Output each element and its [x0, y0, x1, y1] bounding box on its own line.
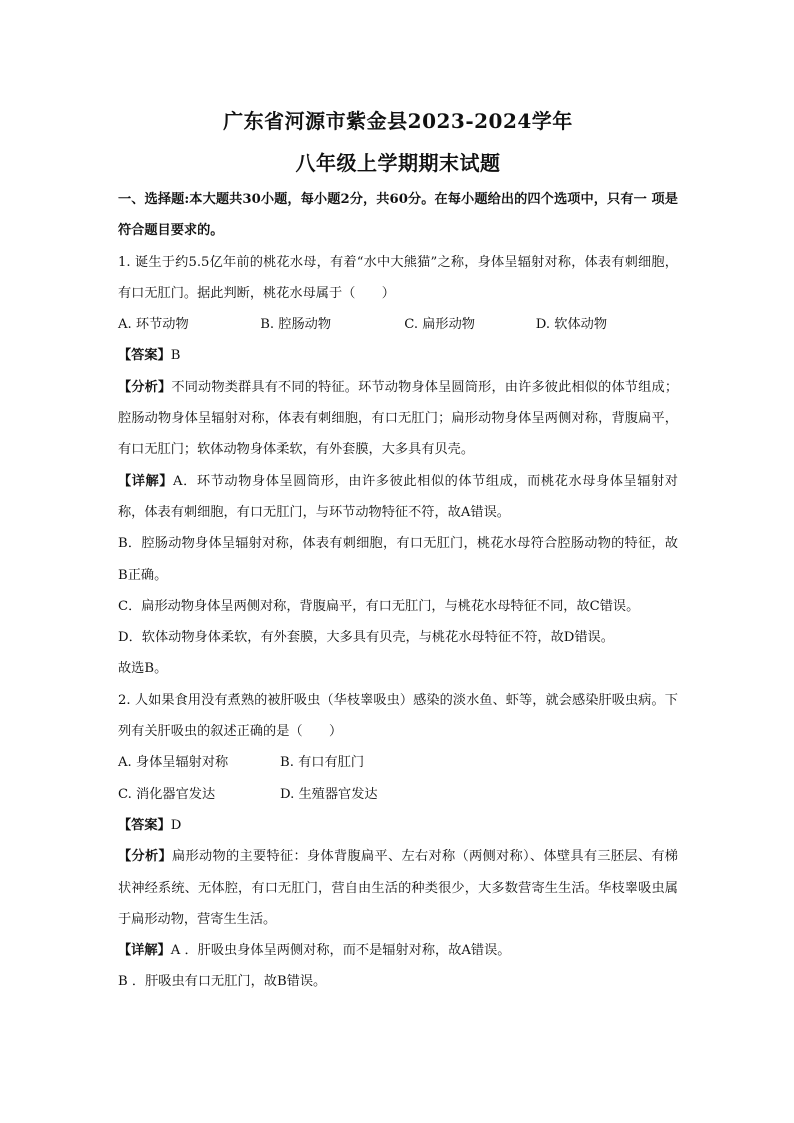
- document-subtitle: 八年级上学期期末试题: [295, 151, 501, 175]
- question-1-option-d: D. 软体动物: [535, 317, 608, 333]
- detail-text: A．环节动物身体呈圆筒形，由许多彼此相似的体节组成，而桃花水母身体呈辐射对称，体表有刺细胞，有口无肛门，与环节动物特征不符，故A错误。: [118, 473, 678, 520]
- detail-tag: 【详解】: [118, 473, 174, 489]
- section-header: 一、选择题:本大题共30小题，每小题2分，共60分。在每小题给出的四个选项中，只有一 项是符合题目要求的。: [118, 192, 678, 239]
- question-2-detail-b: B ．肝吸虫有口无肛门，故B错误。: [118, 974, 327, 990]
- question-2-detail-a: [118, 935, 678, 966]
- question-2-option-d: D. 生殖器官发达: [280, 786, 378, 802]
- question-2-stem: 2. 人如果食用没有煮熟的被肝吸虫（华枝睾吸虫）感染的淡水鱼、虾等，就会感染肝吸虫病。下列有关肝吸虫的叙述正确的是（ ）: [118, 692, 678, 740]
- document-page: [118, 96, 678, 998]
- question-2-options-row-2: [118, 779, 678, 810]
- detail-text: A ．肝吸虫身体呈两侧对称，而不是辐射对称，故A错误。: [170, 943, 511, 959]
- answer-tag: 【答案】: [118, 817, 171, 833]
- answer-tag: 【答案】: [118, 348, 171, 364]
- question-1-option-a: A. 环节动物: [118, 317, 189, 333]
- question-1-option-c: C. 扁形动物: [404, 317, 475, 333]
- answer-value: D: [170, 817, 182, 833]
- question-2-option-c: C. 消化器官发达: [118, 786, 216, 802]
- question-1-detail-c: C．扁形动物身体呈两侧对称，背腹扁平，有口无肛门，与桃花水母特征不同，故C错误。: [118, 598, 640, 614]
- question-1-option-b: B. 腔肠动物: [260, 317, 332, 333]
- detail-tag: 【详解】: [118, 943, 171, 959]
- analysis-text: 扁形动物的主要特征：身体背腹扁平、左右对称（两侧对称）、体壁具有三胚层、有梯状神经系统、无体腔，有口无肛门，营自由生活的种类很少，大多数营寄生生活。华枝睾吸虫属于扁形动物，营寄生生活。: [118, 849, 678, 927]
- question-1-conclusion: 故选B。: [118, 661, 168, 677]
- analysis-tag: 【分析】: [118, 849, 172, 865]
- analysis-text: 不同动物类群具有不同的特征。环节动物身体呈圆筒形，由许多彼此相似的体节组成；腔肠动物身体呈辐射对称，体表有刺细胞，有口无肛门；扁形动物身体呈两侧对称，背腹扁平，有口无肛门；软体动物身体柔软，有外套膜，大多具有贝壳。: [118, 379, 679, 458]
- question-1-detail-a: [118, 466, 678, 529]
- answer-value: B: [170, 348, 181, 364]
- question-2-option-b: B. 有口有肛门: [280, 755, 365, 771]
- question-1-detail-b: B．腔肠动物身体呈辐射对称，体表有刺细胞，有口无肛门，桃花水母符合腔肠动物的特征，故B正确。: [118, 536, 678, 583]
- question-2-analysis: [118, 841, 678, 935]
- question-1-detail-d: D．软体动物身体柔软，有外套膜，大多具有贝壳，与桃花水母特征不符，故D错误。: [118, 630, 614, 646]
- question-2-options-row-1: [118, 747, 678, 778]
- question-1-answer: [118, 340, 678, 371]
- question-1-stem: 1. 诞生于约5.5亿年前的桃花水母，有着“水中大熊猫”之称，身体呈辐射对称，体表有刺细胞，有口无肛门。据此判断，桃花水母属于（ ）: [118, 254, 678, 301]
- document-title: 广东省河源市紫金县2023-2024学年: [223, 109, 573, 133]
- question-2-option-a: A. 身体呈辐射对称: [118, 755, 229, 771]
- question-1-analysis: [118, 372, 678, 466]
- question-2-answer: [118, 810, 678, 841]
- analysis-tag: 【分析】: [118, 379, 172, 395]
- question-1-options: [118, 309, 678, 340]
